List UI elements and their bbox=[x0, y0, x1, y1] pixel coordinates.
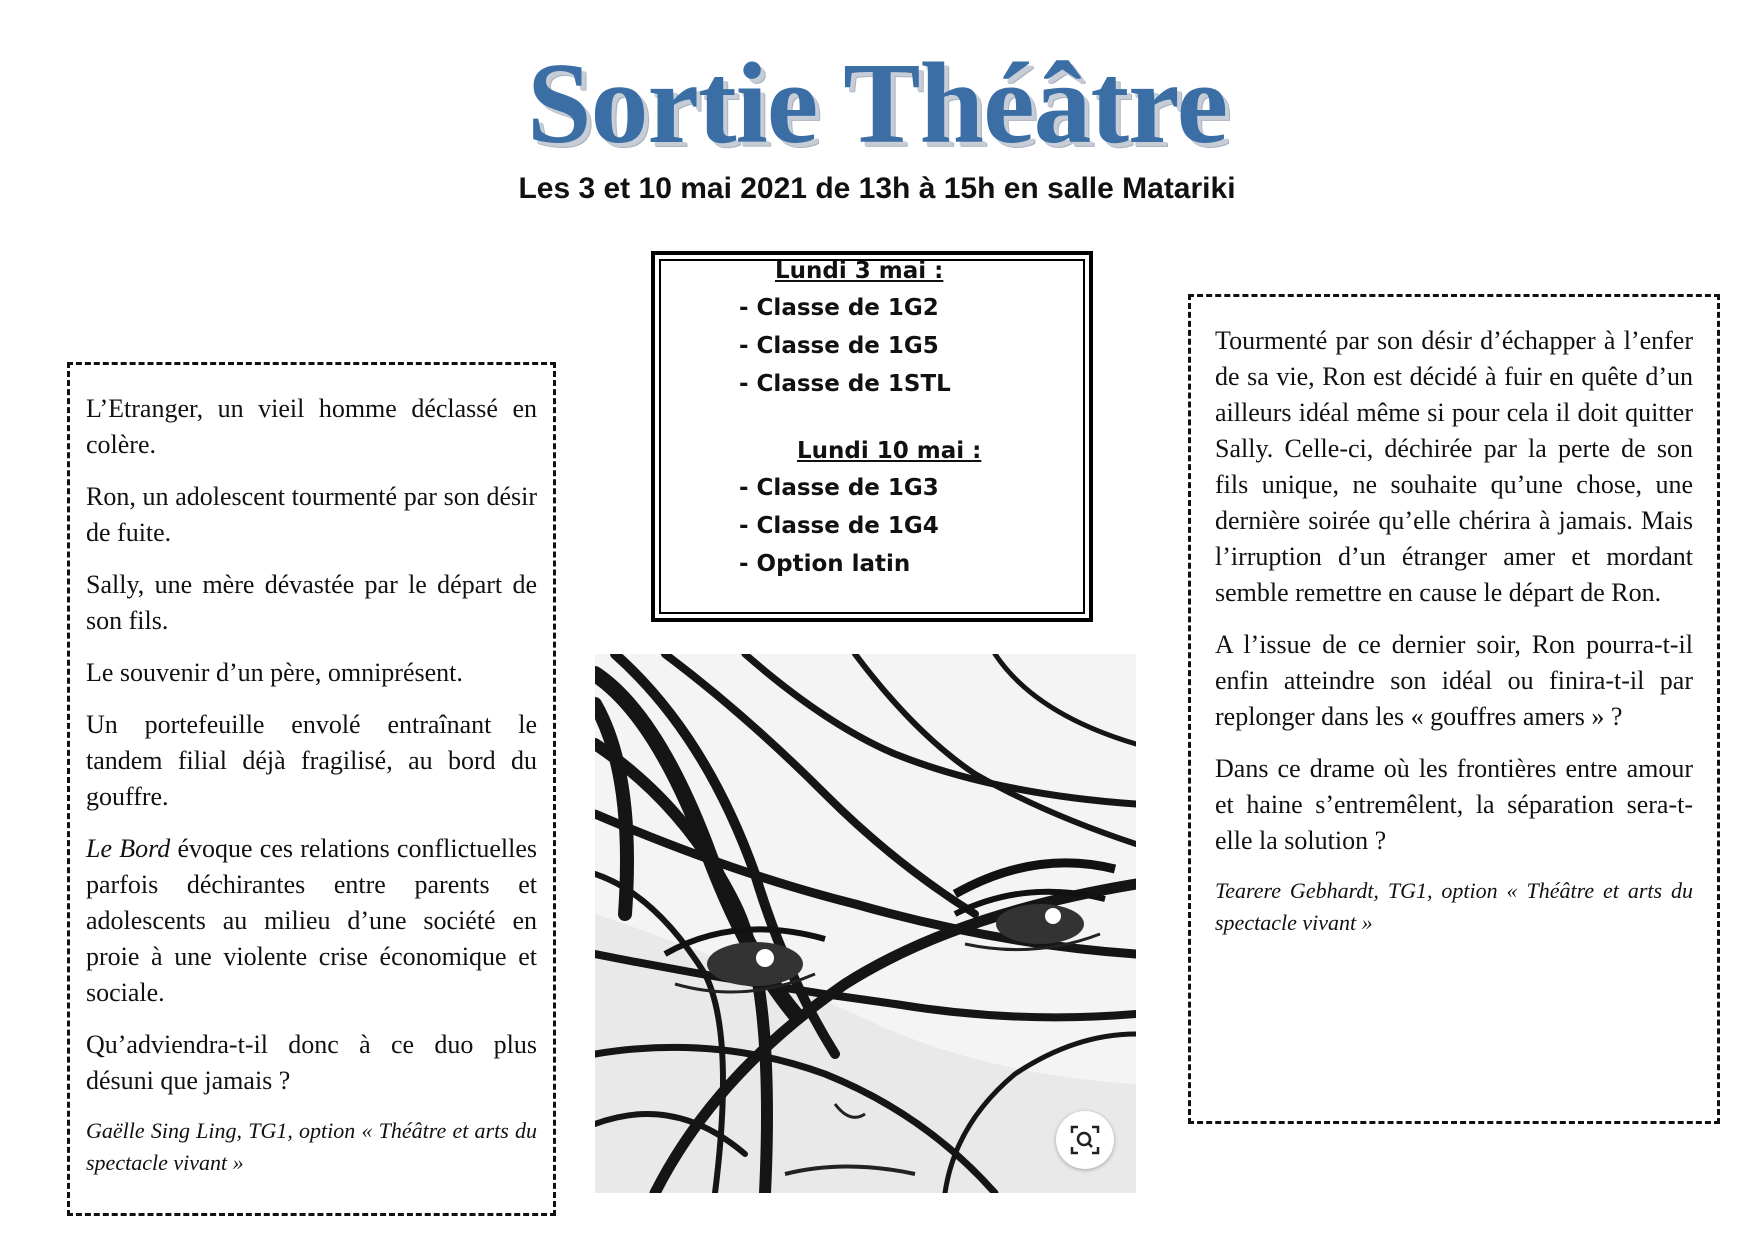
image-search-button[interactable] bbox=[1056, 1111, 1114, 1169]
schedule-box bbox=[651, 251, 1093, 622]
play-title: Le Bord bbox=[86, 834, 171, 863]
schedule-item: - Classe de 1G4 bbox=[739, 513, 939, 539]
characters-box bbox=[67, 362, 556, 1216]
schedule-day1-heading: Lundi 3 mai : bbox=[775, 258, 944, 284]
schedule-item: - Classe de 1G3 bbox=[739, 475, 939, 501]
schedule-inner bbox=[659, 259, 1085, 614]
schedule-day2-heading: Lundi 10 mai : bbox=[797, 438, 982, 464]
manga-eyes-illustration bbox=[595, 654, 1136, 1193]
page-title: Sortie Théâtre bbox=[526, 40, 1228, 168]
event-subtitle: Les 3 et 10 mai 2021 de 13h à 15h en salle Matariki bbox=[518, 172, 1236, 205]
synopsis-closing: Dans ce drame où les frontières entre amour et haine s’entremêlent, la séparation sera-t-elle la solution ? bbox=[1215, 754, 1693, 855]
author-credit: Gaëlle Sing Ling, TG1, option « Théâtre et arts du spectacle vivant » bbox=[86, 1118, 537, 1175]
author-credit: Tearere Gebhardt, TG1, option « Théâtre et arts du spectacle vivant » bbox=[1215, 878, 1693, 935]
synopsis-paragraph: Tourmenté par son désir d’échapper à l’enfer de sa vie, Ron est décidé à fuir en quête d’un ailleurs idéal même si pour cela il doit quitter Sally. Celle-ci, déchirée par la perte de son fils unique, ne souhaite qu’une chose, une dernière soirée qu’elle chérira à jamais. Mais l’irruption d’un étranger amer et mordant semble remettre en cause le départ de Ron. bbox=[1215, 326, 1693, 607]
schedule-item: - Classe de 1G5 bbox=[739, 333, 939, 359]
synopsis-box bbox=[1188, 294, 1720, 1124]
schedule-item: - Classe de 1STL bbox=[739, 371, 951, 397]
character-ron: Ron, un adolescent tourmenté par son désir de fuite. bbox=[86, 482, 537, 547]
synopsis-question: A l’issue de ce dernier soir, Ron pourra-t-il enfin atteindre son idéal ou finira-t-il par replonger dans les « gouffres amers » ? bbox=[1215, 630, 1693, 731]
character-stranger: L’Etranger, un vieil homme déclassé en colère. bbox=[86, 394, 537, 459]
schedule-item: - Option latin bbox=[739, 551, 911, 577]
plot-wallet: Un portefeuille envolé entraînant le tandem filial déjà fragilisé, au bord du gouffre. bbox=[86, 710, 537, 811]
illustration-drawing bbox=[595, 654, 1136, 1193]
character-sally: Sally, une mère dévastée par le départ de son fils. bbox=[86, 570, 537, 635]
play-summary-text: évoque ces relations conflictuelles parfois déchirantes entre parents et adolescents au milieu d’une société en proie à une violente crise économique et sociale. bbox=[86, 834, 537, 1007]
schedule-item: - Classe de 1G2 bbox=[739, 295, 939, 321]
closing-question: Qu’adviendra-t-il donc à ce duo plus désuni que jamais ? bbox=[86, 1030, 537, 1095]
character-father: Le souvenir d’un père, omniprésent. bbox=[86, 658, 463, 687]
play-summary bbox=[86, 831, 537, 1011]
image-search-icon bbox=[1069, 1124, 1101, 1156]
